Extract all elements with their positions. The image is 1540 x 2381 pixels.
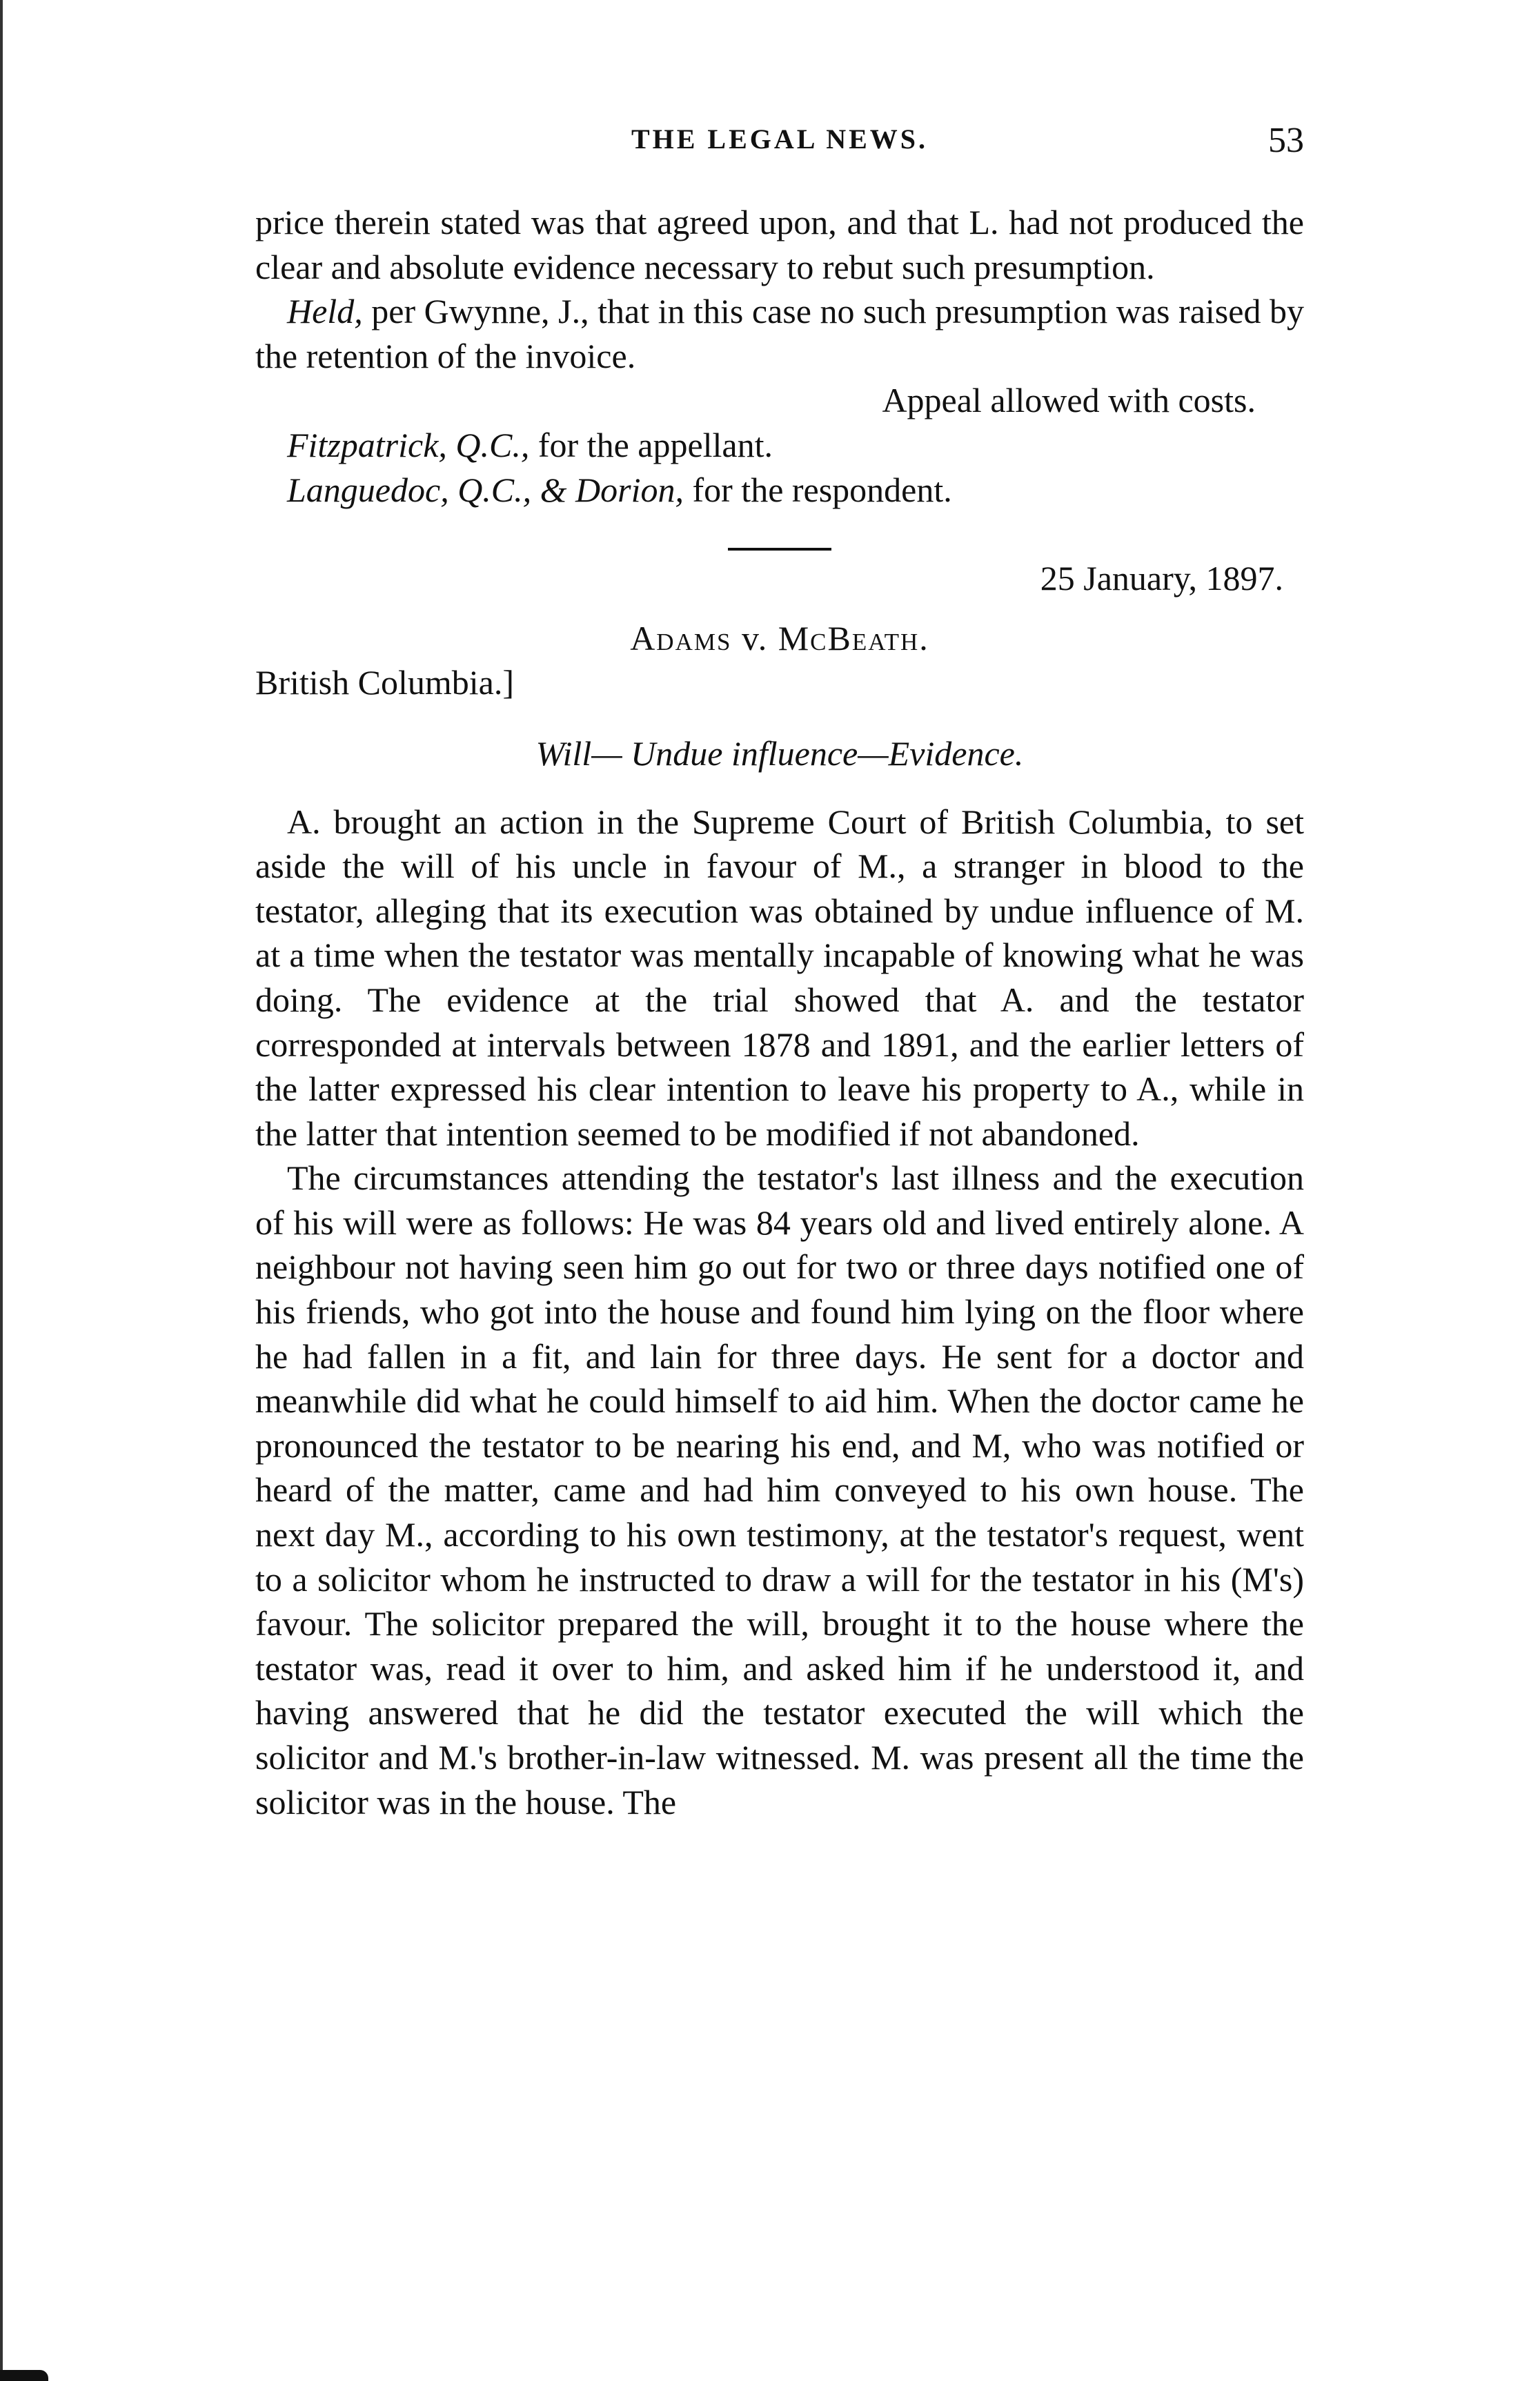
scan-edge (0, 0, 3, 2381)
counsel-respondent (255, 468, 1304, 513)
case-party-1: Adams (630, 618, 732, 658)
counsel-appellant (255, 423, 1304, 468)
publication-title: THE LEGAL NEWS. (631, 124, 929, 155)
held-text: per Gwynne, J., that in this case no such presumption was raised by the retention of the invoice. (255, 292, 1304, 375)
held-label: Held, (287, 292, 363, 331)
running-head (255, 123, 1304, 164)
case-date: 25 January, 1897. (1040, 559, 1283, 598)
counsel-respondent-role: for the respondent. (684, 470, 952, 509)
headnote-paragraph-1: A. brought an action in the Supreme Court of British Columbia, to set aside the will of his uncle in favour of M., a stranger in blood to the testator, alleging that its execution was obtained by undue influence of M. at a time when the testator was mentally incapable of knowing what he was doing. The evidence at the trial showed that A. and the testator corresponded at intervals between 1878 and 1891, and the earlier letters of the latter expressed his clear intention to leave his property to A., while in the latter that intention seemed to be modified if not abandoned. (255, 802, 1304, 1153)
headnote-paragraph-2: The circumstances attending the testator's last illness and the execution of his will were as follows: He was 84 years old and lived entirely alone. A neighbour not having seen him go out for two or three days notified one of his friends, who got into the house and found him lying on the floor where he had fallen in a fit, and lain for three days. He sent for a doctor and meanwhile did what he could himself to aid him. When the doctor came he pronounced the testator to be nearing his end, and M, who was notified or heard of the matter, came and had him conveyed to his own house. The next day M., according to his own testimony, at the testator's request, went to a solicitor whom he instructed to draw a will for the testator in his (M's) favour. The solicitor prepared the will, brought it to the house where the testator was, read it over to him, and asked him if he understood it, and having answered that he did the testator executed the will which the solicitor and M.'s brother-in-law witnessed. M. was present all the time the solicitor was in the house. The (255, 1158, 1304, 1821)
scan-corner-mark (0, 2370, 48, 2381)
page-number: 53 (1268, 121, 1304, 160)
held-paragraph (255, 289, 1304, 378)
section-divider (728, 548, 831, 551)
headnote-title: Will— Undue influence—Evidence. (535, 733, 1024, 773)
disposition: Appeal allowed with costs. (882, 381, 1256, 420)
prior-case-continuation: price therein stated was that agreed upon, and that L. had not produced the clear and absolute evidence necessary to rebut such presumption. (255, 203, 1304, 286)
case-party-2: McBeath. (778, 618, 929, 658)
court-name: British Columbia.] (255, 663, 514, 702)
counsel-appellant-name: Fitzpatrick, Q.C., (287, 425, 530, 464)
text-column (255, 200, 1304, 1824)
case-versus: v. (741, 618, 769, 658)
counsel-respondent-name: Languedoc, Q.C., & Dorion, (287, 470, 684, 509)
case-title (255, 616, 1304, 661)
counsel-appellant-role: for the appellant. (529, 425, 773, 464)
